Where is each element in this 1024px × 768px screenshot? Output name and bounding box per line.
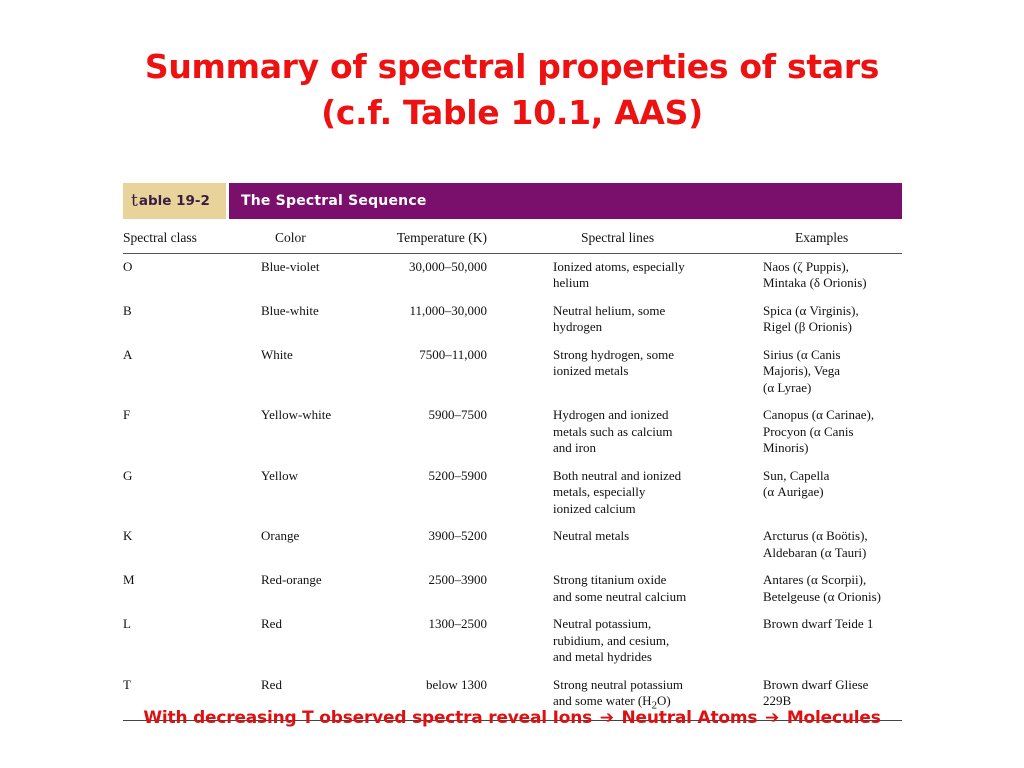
header-color: Color xyxy=(261,219,383,253)
cell-spectral-lines: Strong titanium oxide and some neutral calcium xyxy=(553,572,687,604)
cell-temperature: 30,000–50,000 xyxy=(409,258,487,274)
cell-color: Yellow-white xyxy=(261,407,332,422)
cell-temperature: 7500–11,000 xyxy=(419,346,487,362)
lines-text: Strong neutral potassium and some water (H xyxy=(553,676,683,708)
cell-spectral-class: K xyxy=(123,528,133,543)
cell-color: Orange xyxy=(261,528,300,543)
cell-temperature: 11,000–30,000 xyxy=(409,302,487,318)
table-row xyxy=(123,298,902,342)
slide-title xyxy=(0,44,1024,136)
cell-examples: Sun, Capella (α Aurigae) xyxy=(763,467,830,499)
cell-spectral-lines: Hydrogen and ionized metals such as calcium and iron xyxy=(553,407,673,455)
table-row xyxy=(123,463,902,524)
arrow-right-icon: ➔ xyxy=(599,708,614,728)
table-row xyxy=(123,342,902,403)
cell-color: White xyxy=(261,346,293,362)
header-spectral-lines: Spectral lines xyxy=(553,219,763,253)
cell-examples: Spica (α Virginis), Rigel (β Orionis) xyxy=(763,302,859,334)
header-examples: Examples xyxy=(763,219,902,253)
slide-title-line1: Summary of spectral properties of stars xyxy=(144,47,880,86)
cell-spectral-lines: Neutral helium, some hydrogen xyxy=(553,302,666,334)
subscript: 2 xyxy=(651,699,657,712)
cell-temperature: below 1300 xyxy=(383,672,487,721)
spectral-sequence-table xyxy=(123,183,902,721)
cell-spectral-class: M xyxy=(123,572,135,587)
cell-spectral-lines: Neutral potassium, rubidium, and cesium, and metal hydrides xyxy=(553,616,670,664)
table-row xyxy=(123,402,902,463)
cell-spectral-lines: Neutral metals xyxy=(553,528,630,543)
table-row xyxy=(123,611,902,672)
table-row xyxy=(123,567,902,611)
cell-color: Red xyxy=(261,672,383,721)
cell-examples: Canopus (α Carinae), Procyon (α Canis Minoris) xyxy=(763,407,875,455)
cell-spectral-class: A xyxy=(123,346,133,362)
header-temperature: Temperature (K) xyxy=(383,219,487,253)
cell-color: Red xyxy=(261,616,282,631)
table-tab-label: able 19-2 xyxy=(138,193,210,209)
lines-text: O) xyxy=(656,693,671,708)
table-number-tab xyxy=(123,183,229,219)
cell-color: Blue-white xyxy=(261,302,319,318)
cell-temperature: 5200–5900 xyxy=(428,467,487,483)
table-banner xyxy=(123,183,902,219)
cell-spectral-class: L xyxy=(123,616,131,631)
cell-color: Red-orange xyxy=(261,572,322,587)
footer-part1: With decreasing T observed spectra reveal Ions xyxy=(143,708,593,728)
cell-temperature: 1300–2500 xyxy=(428,616,487,631)
table-row xyxy=(123,253,902,298)
cell-color: Blue-violet xyxy=(261,258,320,274)
cell-spectral-class: T xyxy=(123,672,261,721)
cell-examples: Naos (ζ Puppis), Mintaka (δ Orionis) xyxy=(763,258,867,290)
cell-spectral-class: B xyxy=(123,302,132,318)
cell-examples: Brown dwarf Gliese 229B xyxy=(763,672,902,721)
cell-examples: Sirius (α Canis Majoris), Vega (α Lyrae) xyxy=(763,346,841,395)
table-header-row xyxy=(123,219,902,253)
slide-title-line2: (c.f. Table 10.1, AAS) xyxy=(321,93,703,132)
header-spectral-class: Spectral class xyxy=(123,219,261,253)
footer-part2: Neutral Atoms xyxy=(621,708,758,728)
cell-spectral-class: O xyxy=(123,258,133,274)
cell-temperature: 2500–3900 xyxy=(428,572,487,587)
arrow-right-icon: ➔ xyxy=(765,708,780,728)
cell-spectral-lines: Both neutral and ionized metals, especially ionized calcium xyxy=(553,467,682,516)
footer-part3: Molecules xyxy=(786,708,881,728)
cell-spectral-class: G xyxy=(123,467,133,483)
cell-temperature: 3900–5200 xyxy=(428,528,487,543)
cell-examples: Antares (α Scorpii), Betelgeuse (α Orionis) xyxy=(763,572,882,604)
table-tab-letter: t xyxy=(131,191,138,211)
cell-spectral-lines: Strong hydrogen, some ionized metals xyxy=(553,346,674,378)
cell-spectral-lines: Ionized atoms, especially helium xyxy=(553,258,685,290)
cell-examples: Brown dwarf Teide 1 xyxy=(763,616,874,631)
cell-examples: Arcturus (α Boötis), Aldebaran (α Tauri) xyxy=(763,528,868,560)
cell-color: Yellow xyxy=(261,467,298,483)
table-banner-title: The Spectral Sequence xyxy=(229,183,902,219)
cell-spectral-class: F xyxy=(123,407,131,422)
cell-temperature: 5900–7500 xyxy=(428,407,487,422)
spectral-table xyxy=(123,219,902,721)
footer-note xyxy=(0,708,1024,728)
table-row xyxy=(123,523,902,567)
